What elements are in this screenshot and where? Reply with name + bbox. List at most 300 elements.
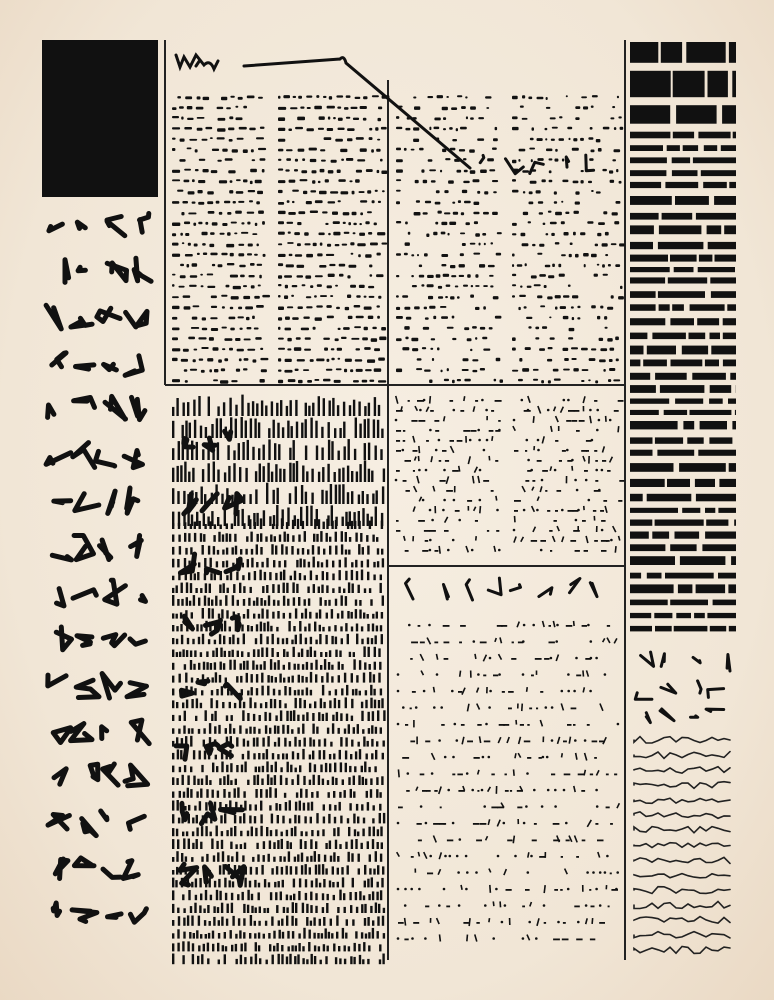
- scribble-mark: [415, 786, 418, 791]
- dash-mark: [297, 359, 305, 361]
- stroke-mark: [375, 903, 377, 914]
- dash-mark: [568, 285, 571, 287]
- scribble-mark: [527, 852, 530, 858]
- dash-mark: [603, 127, 610, 130]
- stroke-mark: [345, 763, 347, 772]
- dash-mark: [487, 158, 494, 161]
- dash-mark: [260, 127, 265, 129]
- stroke-mark: [221, 686, 223, 695]
- stroke-mark: [327, 894, 329, 900]
- dash-mark: [472, 326, 477, 329]
- stroke-mark: [368, 469, 370, 482]
- asemic-glyph: [76, 680, 99, 697]
- stroke-mark: [308, 624, 310, 632]
- heading-glyph: [661, 684, 676, 693]
- stroke-mark: [348, 852, 350, 862]
- black-bar: [672, 170, 698, 176]
- dash-mark: [566, 95, 568, 97]
- black-bar: [658, 242, 704, 249]
- dash-mark: [287, 200, 290, 203]
- stroke-mark: [364, 419, 366, 438]
- stroke-mark: [322, 571, 324, 580]
- dash-mark: [554, 201, 557, 204]
- stroke-mark: [353, 791, 355, 797]
- dash-mark: [458, 200, 461, 203]
- scribble-mark: [513, 529, 516, 532]
- stroke-mark: [238, 493, 240, 504]
- stroke-mark: [363, 818, 365, 824]
- dash-mark: [320, 243, 323, 246]
- stroke-mark: [217, 406, 219, 416]
- dash-mark: [310, 159, 317, 162]
- dash-mark: [533, 379, 538, 381]
- scribble-mark: [487, 787, 491, 793]
- dash-mark: [611, 295, 614, 298]
- dash-mark: [569, 138, 571, 140]
- scribble-mark: [551, 706, 554, 709]
- dash-mark: [526, 317, 532, 319]
- black-bar: [630, 318, 665, 325]
- stroke-mark: [364, 762, 366, 773]
- stroke-mark: [351, 570, 353, 580]
- scribble-mark: [473, 506, 476, 511]
- stroke-mark: [176, 867, 178, 875]
- stroke-mark: [177, 929, 179, 938]
- stroke-mark: [194, 533, 196, 542]
- stroke-mark: [233, 450, 235, 460]
- dash-mark: [457, 95, 462, 97]
- stroke-mark: [314, 764, 316, 772]
- scribble-mark: [503, 869, 507, 876]
- dash-mark: [199, 359, 204, 361]
- scribble-mark: [507, 840, 512, 842]
- scribble-mark: [594, 540, 598, 542]
- scribble-mark: [609, 419, 612, 422]
- stroke-mark: [302, 958, 304, 964]
- dash-mark: [230, 253, 234, 257]
- dash-mark: [294, 232, 300, 235]
- dash-mark: [172, 358, 178, 361]
- black-bar: [682, 346, 708, 355]
- dash-mark: [577, 306, 580, 308]
- dash-mark: [172, 254, 180, 257]
- dash-mark: [412, 117, 416, 120]
- stroke-mark: [325, 956, 327, 964]
- dash-mark: [530, 138, 534, 140]
- stroke-mark: [187, 775, 189, 785]
- scribble-mark: [447, 840, 453, 842]
- scribble-mark: [480, 642, 487, 644]
- stroke-mark: [226, 488, 228, 504]
- dash-mark: [278, 307, 284, 311]
- scribble-mark: [506, 889, 512, 891]
- stroke-mark: [310, 856, 312, 862]
- scribble-mark: [511, 658, 516, 660]
- dash-mark: [573, 368, 578, 371]
- scribble-mark: [463, 922, 469, 924]
- stroke-mark: [379, 804, 381, 811]
- dash-mark: [447, 327, 454, 329]
- dash-mark: [226, 244, 234, 248]
- stroke-mark: [383, 933, 385, 939]
- black-bar: [703, 182, 727, 188]
- stroke-mark: [219, 675, 221, 683]
- scribble-mark: [433, 835, 437, 843]
- stroke-mark: [187, 510, 189, 526]
- scribble-mark: [425, 469, 428, 472]
- stroke-mark: [183, 491, 185, 504]
- dash-mark: [325, 179, 329, 182]
- black-bar: [698, 132, 730, 139]
- stroke-mark: [275, 762, 277, 773]
- black-bar: [693, 157, 736, 163]
- stroke-mark: [293, 626, 295, 631]
- stroke-mark: [218, 933, 220, 939]
- stroke-mark: [289, 613, 291, 619]
- dash-mark: [591, 305, 596, 308]
- dash-mark: [512, 96, 518, 100]
- dash-mark: [345, 359, 352, 362]
- dash-mark: [434, 118, 440, 121]
- stroke-mark: [201, 857, 203, 862]
- sparse-column-marks: [395, 396, 625, 942]
- stroke-mark: [304, 627, 306, 632]
- scribble-mark: [544, 658, 549, 660]
- scribble-mark: [527, 409, 530, 412]
- scribble-mark: [476, 922, 479, 924]
- stroke-mark: [261, 686, 263, 696]
- scribble-mark: [602, 460, 606, 462]
- black-bar: [655, 437, 683, 443]
- stroke-mark: [191, 882, 193, 888]
- dash-mark: [205, 222, 208, 225]
- dash-mark: [438, 296, 443, 299]
- stroke-mark: [258, 767, 260, 773]
- stroke-mark: [335, 778, 337, 785]
- stroke-mark: [279, 535, 281, 542]
- scribble-mark: [534, 823, 537, 825]
- heading-glyph: [466, 580, 472, 600]
- dash-mark: [609, 359, 613, 362]
- dash-mark: [202, 139, 208, 141]
- dash-mark: [569, 328, 575, 331]
- dash-mark: [249, 200, 253, 202]
- dash-mark: [244, 358, 249, 361]
- stroke-mark: [295, 946, 297, 952]
- stroke-mark: [347, 611, 349, 619]
- stroke-mark: [247, 713, 249, 721]
- dash-mark: [312, 170, 317, 173]
- dash-mark: [555, 159, 559, 162]
- stroke-mark: [256, 843, 258, 849]
- stroke-mark: [324, 855, 326, 862]
- scribble-mark: [436, 918, 440, 925]
- stroke-mark: [281, 839, 283, 849]
- stroke-mark: [250, 532, 252, 542]
- stroke-mark: [372, 494, 374, 505]
- dash-mark: [523, 191, 525, 193]
- dash-mark: [424, 370, 431, 372]
- stroke-mark: [172, 535, 174, 542]
- stroke-mark: [178, 523, 180, 529]
- stroke-mark: [206, 789, 208, 798]
- dash-mark: [205, 127, 212, 129]
- stroke-mark: [264, 600, 266, 606]
- stroke-mark: [280, 400, 282, 416]
- dash-mark: [336, 368, 342, 370]
- stroke-mark: [356, 624, 358, 632]
- dash-mark: [320, 149, 325, 151]
- dash-mark: [446, 96, 449, 98]
- stroke-mark: [323, 522, 325, 529]
- scribble-mark: [434, 790, 437, 792]
- stroke-mark: [234, 788, 236, 797]
- stroke-mark: [306, 688, 308, 696]
- dash-mark: [256, 201, 260, 204]
- stroke-mark: [369, 854, 371, 861]
- stroke-mark: [297, 549, 299, 555]
- dash-mark: [198, 202, 204, 205]
- dash-mark: [250, 181, 253, 184]
- stroke-mark: [214, 802, 216, 811]
- stroke-mark: [230, 572, 232, 580]
- stroke-mark: [294, 664, 296, 670]
- scribble-mark: [412, 436, 415, 443]
- stroke-mark: [301, 865, 303, 874]
- black-bar: [735, 410, 736, 415]
- dash-mark: [443, 128, 446, 130]
- black-bar: [673, 71, 705, 97]
- scribble-mark: [566, 449, 569, 452]
- black-bar: [630, 291, 656, 298]
- stroke-mark: [364, 406, 366, 416]
- stroke-mark: [210, 558, 212, 568]
- stroke-mark: [293, 647, 295, 657]
- dash-mark: [293, 96, 297, 98]
- stroke-mark: [371, 725, 373, 734]
- dash-mark: [207, 358, 213, 361]
- scribble-mark: [498, 420, 501, 422]
- scribble-mark: [420, 774, 425, 776]
- scribble-mark: [434, 506, 436, 513]
- stroke-mark: [348, 777, 350, 785]
- stroke-mark: [235, 546, 237, 555]
- dash-mark: [184, 180, 190, 183]
- stroke-mark: [193, 595, 195, 606]
- stroke-mark: [335, 957, 337, 964]
- dash-mark: [437, 347, 440, 350]
- stroke-mark: [304, 575, 306, 580]
- stroke-mark: [349, 803, 351, 810]
- stroke-mark: [363, 737, 365, 747]
- scribble-mark: [411, 937, 414, 940]
- dash-mark: [233, 201, 236, 204]
- stroke-mark: [253, 601, 255, 606]
- scribble-mark: [439, 934, 441, 941]
- dash-mark: [479, 243, 481, 246]
- dash-mark: [301, 170, 307, 173]
- black-bar: [683, 145, 698, 151]
- stroke-mark: [182, 955, 184, 964]
- dash-mark: [562, 159, 564, 162]
- scribble-mark: [568, 737, 571, 744]
- stroke-mark: [188, 805, 190, 811]
- stroke-mark: [182, 894, 184, 900]
- dash-mark: [451, 107, 457, 110]
- scribble-mark: [514, 753, 517, 758]
- black-bar: [692, 373, 726, 380]
- black-bar: [708, 71, 728, 97]
- stroke-mark: [299, 573, 301, 580]
- heading-glyph: [590, 583, 597, 597]
- stroke-mark: [329, 401, 331, 417]
- dash-mark: [572, 317, 574, 320]
- asemic-glyph: [97, 308, 120, 321]
- scribble-mark: [599, 703, 603, 711]
- dash-mark: [187, 106, 193, 109]
- stroke-mark: [214, 739, 216, 746]
- dash-mark: [500, 379, 504, 383]
- scribble-mark: [486, 416, 488, 420]
- dash-mark: [405, 222, 408, 225]
- dash-mark: [477, 138, 484, 141]
- dash-mark: [222, 149, 227, 152]
- dash-mark: [539, 212, 543, 214]
- stroke-mark: [181, 801, 183, 811]
- dash-mark: [605, 232, 609, 236]
- dash-mark: [555, 307, 558, 310]
- black-bar: [706, 520, 728, 526]
- asemic-glyph: [125, 356, 142, 376]
- dash-mark: [357, 243, 365, 246]
- stroke-mark: [200, 426, 202, 438]
- scribble-mark: [480, 823, 487, 825]
- scribble-mark: [456, 739, 459, 742]
- stroke-mark: [206, 651, 208, 657]
- dash-mark: [247, 327, 252, 329]
- stroke-mark: [382, 558, 384, 567]
- stroke-mark: [261, 562, 263, 568]
- dash-mark: [423, 180, 427, 184]
- black-bar: [647, 573, 662, 579]
- stroke-mark: [368, 932, 370, 938]
- stroke-mark: [367, 879, 369, 888]
- stroke-mark: [322, 907, 324, 913]
- scribble-mark: [403, 430, 405, 432]
- stroke-mark: [345, 738, 347, 747]
- scribble-mark: [396, 440, 400, 442]
- stroke-mark: [265, 921, 267, 926]
- stroke-mark: [178, 729, 180, 734]
- stroke-mark: [263, 623, 265, 632]
- dash-mark: [172, 127, 180, 129]
- stroke-mark: [179, 715, 181, 721]
- stroke-mark: [210, 815, 212, 824]
- scribble-mark: [489, 657, 492, 660]
- scribble-mark: [412, 536, 414, 541]
- stroke-mark: [343, 422, 345, 438]
- stroke-mark: [251, 827, 253, 837]
- stroke-mark: [172, 728, 174, 734]
- asemic-glyph: [53, 728, 70, 743]
- scribble-mark: [561, 690, 564, 693]
- stroke-mark: [275, 829, 277, 836]
- black-bar: [721, 145, 736, 151]
- stroke-mark: [247, 890, 249, 900]
- scribble-mark: [526, 687, 528, 692]
- stroke-mark: [209, 870, 211, 875]
- dash-mark: [475, 233, 480, 237]
- stroke-mark: [292, 535, 294, 542]
- stroke-mark: [221, 749, 223, 759]
- dash-mark: [377, 316, 380, 319]
- black-bar: [698, 267, 735, 272]
- dash-mark: [292, 190, 299, 192]
- scribble-mark: [475, 536, 477, 541]
- stroke-mark: [286, 522, 288, 529]
- stroke-mark: [318, 472, 320, 482]
- stroke-mark: [288, 677, 290, 683]
- stroke-mark: [231, 945, 233, 952]
- stroke-mark: [258, 448, 260, 460]
- stroke-mark: [378, 648, 380, 657]
- dash-mark: [531, 159, 533, 162]
- asemic-glyph: [124, 451, 142, 468]
- dash-mark: [444, 190, 448, 193]
- black-bar: [630, 157, 667, 163]
- dash-mark: [258, 148, 266, 150]
- stroke-mark: [216, 648, 218, 657]
- scribble-mark: [561, 509, 564, 512]
- stroke-mark: [222, 550, 224, 555]
- scribble-mark: [503, 822, 506, 825]
- stroke-mark: [363, 613, 365, 619]
- scribble-mark: [531, 486, 534, 490]
- stroke-mark: [331, 441, 333, 460]
- stroke-mark: [341, 867, 343, 875]
- scribble-mark: [532, 840, 537, 842]
- scribble-mark: [398, 807, 403, 809]
- dash-mark: [378, 201, 381, 203]
- dash-mark: [227, 212, 231, 215]
- dash-mark: [301, 328, 309, 331]
- dash-mark: [211, 328, 218, 331]
- stroke-mark: [314, 651, 316, 657]
- dash-mark: [479, 264, 485, 268]
- stroke-mark: [226, 523, 228, 529]
- stroke-mark: [279, 469, 281, 482]
- heading-glyph: [480, 155, 484, 162]
- dash-mark: [202, 232, 208, 235]
- scribble-mark: [508, 691, 514, 693]
- stroke-mark: [243, 586, 245, 593]
- black-bar: [630, 450, 653, 456]
- scribble-mark: [553, 621, 556, 628]
- dash-mark: [610, 117, 614, 119]
- stroke-mark: [248, 598, 250, 606]
- dash-mark: [512, 116, 518, 119]
- stroke-mark: [362, 729, 364, 734]
- scribble-mark: [539, 757, 542, 759]
- dash-mark: [441, 316, 448, 319]
- dash-mark: [341, 159, 344, 161]
- scribble-mark: [477, 673, 480, 676]
- asemic-glyph: [125, 765, 148, 786]
- scribble-mark: [485, 723, 488, 726]
- stroke-mark: [217, 907, 219, 913]
- black-bar: [711, 291, 736, 298]
- stroke-mark: [301, 649, 303, 657]
